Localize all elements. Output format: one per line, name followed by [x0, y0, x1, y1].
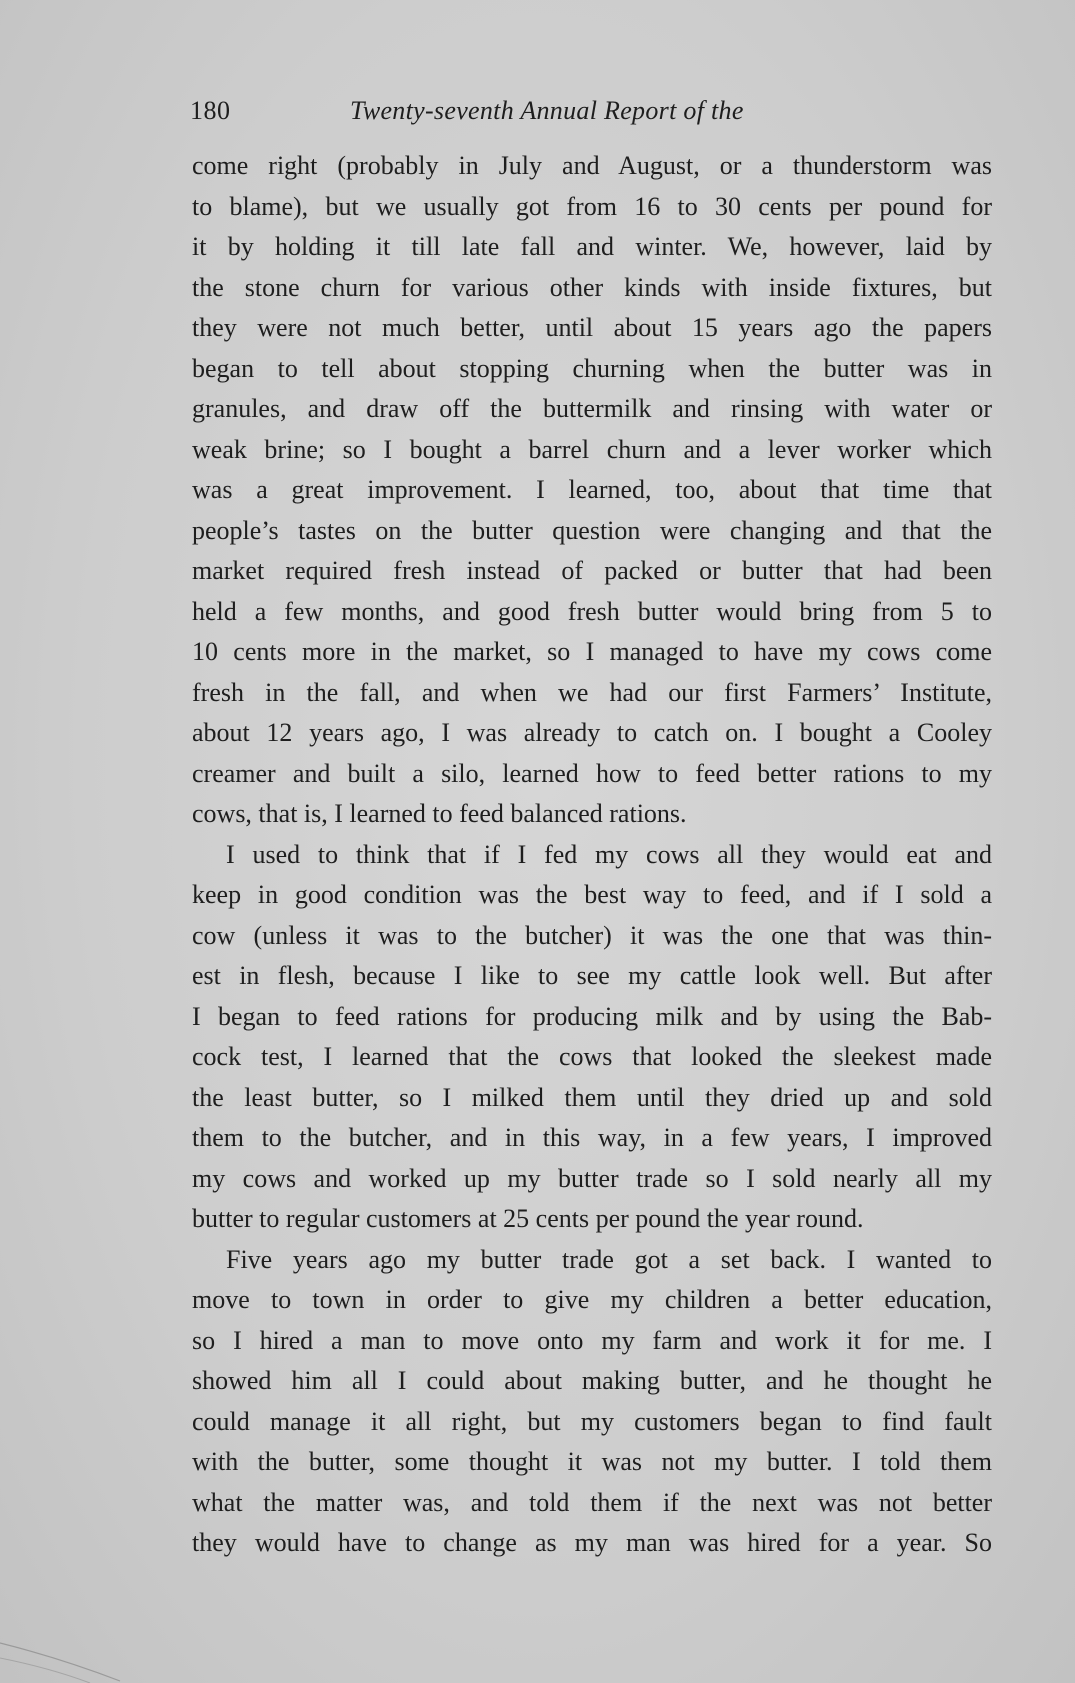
- text-line: Five years ago my butter trade got a set back. I wanted to: [226, 1244, 992, 1274]
- text-line: they were not much better, until about 15 years ago the papers: [192, 313, 992, 342]
- text-line: showed him all I could about making butter, and he thought he: [192, 1366, 992, 1395]
- text-line: so I hired a man to move onto my farm and work it for me. I: [192, 1325, 992, 1355]
- page-header: [190, 96, 980, 138]
- text-line: was a great improvement. I learned, too, about that time that: [192, 475, 992, 504]
- text-line: people’s tastes on the butter question were changing and that the: [192, 515, 992, 545]
- text-line: est in flesh, because I like to see my cattle look well. But after: [192, 961, 992, 990]
- running-head: Twenty-seventh Annual Report of the: [350, 96, 744, 125]
- text-line: my cows and worked up my butter trade so I sold nearly all my: [192, 1163, 992, 1193]
- text-line: cow (unless it was to the butcher) it was the one that was thin-: [192, 920, 992, 950]
- text-line: keep in good condition was the best way to feed, and if I sold a: [192, 880, 992, 909]
- text-line: them to the butcher, and in this way, in a few years, I improved: [192, 1123, 992, 1152]
- page-curl-mark: [0, 1603, 200, 1683]
- text-line: about 12 years ago, I was already to catch on. I bought a Cooley: [192, 718, 992, 747]
- text-line: could manage it all right, but my customers began to find fault: [192, 1406, 992, 1436]
- text-line: held a few months, and good fresh butter would bring from 5 to: [192, 596, 992, 626]
- text-line: come right (probably in July and August, or a thunderstorm was: [192, 151, 992, 180]
- text-line: what the matter was, and told them if the next was not better: [192, 1487, 992, 1517]
- text-line: began to tell about stopping churning when the butter was in: [192, 353, 992, 383]
- paragraph-3: [192, 1240, 992, 1564]
- text-line: weak brine; so I bought a barrel churn and a lever worker which: [192, 434, 992, 464]
- text-line: the least butter, so I milked them until they dried up and sold: [192, 1082, 992, 1112]
- text-line: to blame), but we usually got from 16 to 30 cents per pound for: [192, 191, 992, 221]
- paragraph-1: [192, 146, 992, 835]
- text-line: butter to regular customers at 25 cents per pound the year round.: [192, 1204, 864, 1233]
- text-line: cock test, I learned that the cows that looked the sleekest made: [192, 1042, 992, 1071]
- text-line: I began to feed rations for producing milk and by using the Bab-: [192, 1001, 992, 1031]
- text-line: with the butter, some thought it was not my butter. I told them: [192, 1447, 992, 1476]
- text-line: the stone churn for various other kinds with inside fixtures, but: [192, 272, 992, 302]
- paragraph-2: [192, 835, 992, 1240]
- text-line: market required fresh instead of packed or butter that had been: [192, 556, 992, 585]
- text-line: move to town in order to give my children a better education,: [192, 1285, 992, 1314]
- text-line: 10 cents more in the market, so I managed to have my cows come: [192, 637, 992, 666]
- text-line: creamer and built a silo, learned how to feed better rations to my: [192, 758, 992, 788]
- page-number: 180: [190, 96, 231, 125]
- text-line: I used to think that if I fed my cows all they would eat and: [226, 839, 992, 869]
- text-line: granules, and draw off the buttermilk and rinsing with water or: [192, 394, 992, 423]
- text-line: fresh in the fall, and when we had our first Farmers’ Institute,: [192, 677, 992, 707]
- text-line: they would have to change as my man was hired for a year. So: [192, 1528, 992, 1557]
- text-line: cows, that is, I learned to feed balanced rations.: [192, 799, 687, 828]
- body-text: [192, 146, 992, 1564]
- text-line: it by holding it till late fall and winter. We, however, laid by: [192, 232, 992, 261]
